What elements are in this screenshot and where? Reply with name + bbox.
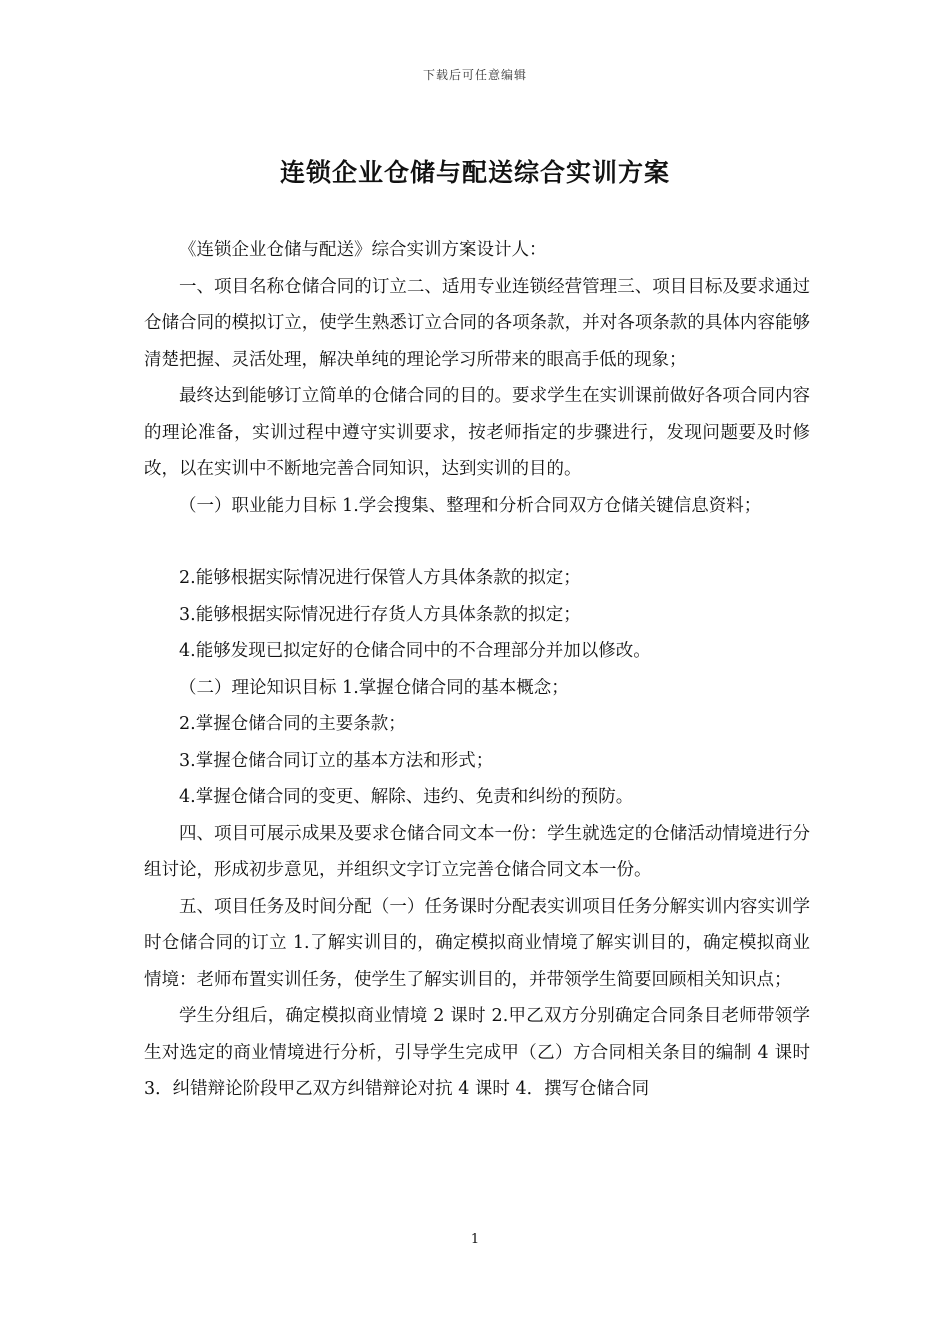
document-title: 连锁企业仓储与配送综合实训方案 (279, 158, 670, 187)
paragraph-vocational-goal-2: 2.能够根据实际情况进行保管人方具体条款的拟定； (179, 568, 581, 588)
paragraph-theory-goal-4: 4.掌握仓储合同的变更、解除、违约、免责和纠纷的预防。 (179, 787, 634, 807)
paragraph-project-goals: 一、项目名称仓储合同的订立二、适用专业连锁经营管理三、项目目标及要求通过仓储合同的模拟订立，使学生熟悉订立合同的各项条款，并对各项条款的具体内容能够清楚把握、灵活处理，解决单纯的理论学习所带来的眼高手低的现象； (144, 276, 810, 370)
paragraph-theory-goal-2: 2.掌握仓储合同的主要条款； (179, 714, 406, 734)
page-number: 1 (470, 1232, 480, 1247)
paragraph-vocational-goal-1: （一）职业能力目标 1.学会搜集、整理和分析合同双方仓储关键信息资料； (179, 495, 762, 516)
paragraph-vocational-goal-4: 4.能够发现已拟定好的仓储合同中的不合理部分并加以修改。 (179, 641, 651, 661)
paragraph-vocational-goal-3: 3.能够根据实际情况进行存货人方具体条款的拟定； (179, 604, 581, 625)
paragraph-final-purpose: 最终达到能够订立简单的仓储合同的目的。要求学生在实训课前做好各项合同内容的理论准备，实训过程中遵守实训要求，按老师指定的步骤进行，发现问题要及时修改，以在实训中不断地完善合同知识，达到实训的目的。 (144, 386, 810, 479)
paragraph-theory-goal-1: （二）理论知识目标 1.掌握仓储合同的基本概念； (179, 677, 569, 698)
paragraph-tasks-schedule: 五、项目任务及时间分配（一）任务课时分配表实训项目任务分解实训内容实训学时仓储合同的订立 1.了解实训目的，确定模拟商业情境了解实训目的，确定模拟商业情境：老师布置实训任务，使学生了解实训目的，并带领学生简要回顾相关知识点； (144, 896, 810, 990)
document-body (144, 232, 810, 1108)
paragraph-deliverables: 四、项目可展示成果及要求仓储合同文本一份：学生就选定的仓储活动情境进行分组讨论，形成初步意见，并组织文字订立完善仓储合同文本一份。 (144, 823, 810, 880)
paragraph-tasks-continued: 学生分组后，确定模拟商业情境 2 课时 2.甲乙双方分别确定合同条目老师带领学生对选定的商业情境进行分析，引导学生完成甲（乙）方合同相关条目的编制 4 课时 3．纠错辩论阶段甲乙双方纠错辩论对抗 4 课时 4．撰写仓储合同 (144, 1006, 810, 1099)
paragraph-theory-goal-3: 3.掌握仓储合同订立的基本方法和形式； (179, 750, 494, 771)
paragraph-designer: 《连锁企业仓储与配送》综合实训方案设计人： (179, 240, 547, 260)
header-note: 下载后可任意编辑 (422, 68, 527, 82)
